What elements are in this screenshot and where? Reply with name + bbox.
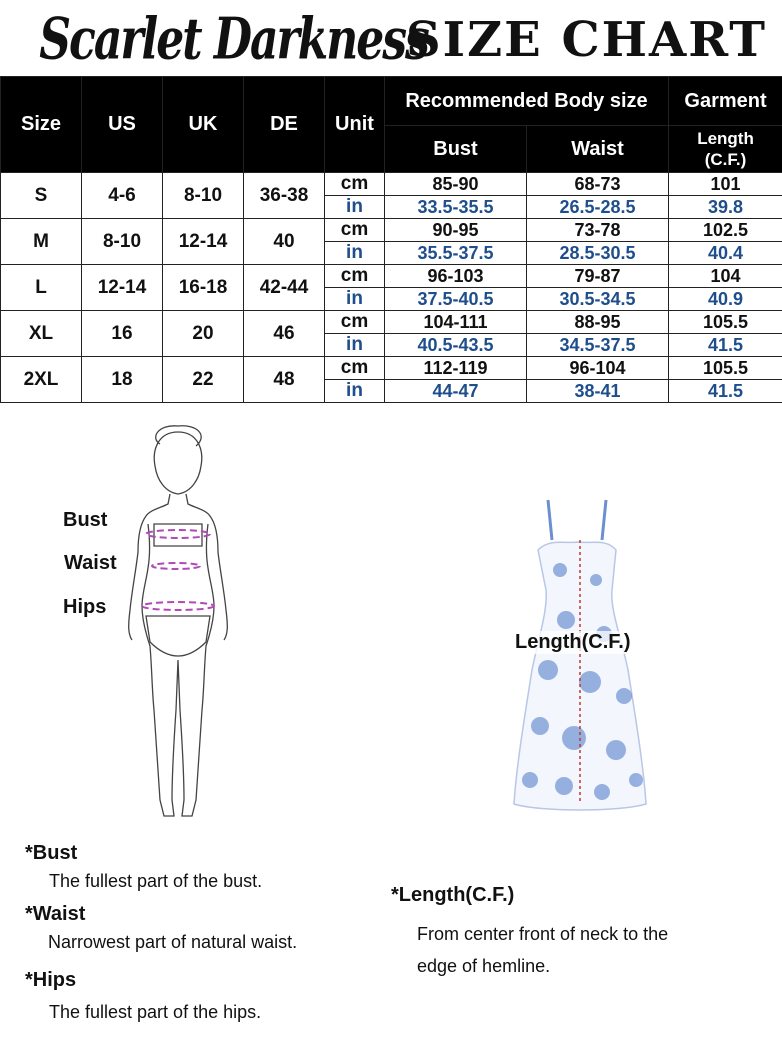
waist-cell: 79-87 xyxy=(527,265,669,288)
hips-label: Hips xyxy=(63,596,107,618)
length-cell: 101 xyxy=(669,173,782,196)
length-cell: 105.5 xyxy=(669,311,782,334)
waist-cell: 28.5-30.5 xyxy=(527,242,669,265)
length-cell: 104 xyxy=(669,265,782,288)
bust-note-title: *Bust xyxy=(25,842,78,864)
length-note-title: *Length(C.F.) xyxy=(391,884,515,906)
length-label: Length(C.F.) xyxy=(515,631,631,653)
bust-measure-line xyxy=(146,530,210,538)
dress-icon xyxy=(514,500,646,810)
bust-cell: 35.5-37.5 xyxy=(385,242,527,265)
header-size: Size xyxy=(1,77,82,173)
unit-cell: cm xyxy=(325,357,385,380)
length-cell: 39.8 xyxy=(669,196,782,219)
measurement-figures xyxy=(0,420,782,840)
unit-cell: in xyxy=(325,196,385,219)
unit-cell: in xyxy=(325,380,385,403)
header-length-line1: Length xyxy=(697,129,754,148)
hips-note-text: The fullest part of the hips. xyxy=(49,1002,262,1022)
uk-cell: 16-18 xyxy=(163,265,244,311)
size-cell: XL xyxy=(1,311,82,357)
bust-cell: 90-95 xyxy=(385,219,527,242)
hips-measure-line xyxy=(142,602,214,610)
size-cell: M xyxy=(1,219,82,265)
length-cell: 102.5 xyxy=(669,219,782,242)
us-cell: 4-6 xyxy=(82,173,163,219)
size-chart-table xyxy=(0,76,782,403)
size-cell: 2XL xyxy=(1,357,82,403)
de-cell: 42-44 xyxy=(244,265,325,311)
unit-cell: cm xyxy=(325,311,385,334)
de-cell: 46 xyxy=(244,311,325,357)
measure-lines xyxy=(142,530,214,610)
unit-cell: cm xyxy=(325,265,385,288)
uk-cell: 20 xyxy=(163,311,244,357)
bust-cell: 33.5-35.5 xyxy=(385,196,527,219)
us-cell: 16 xyxy=(82,311,163,357)
waist-cell: 30.5-34.5 xyxy=(527,288,669,311)
bust-cell: 112-119 xyxy=(385,357,527,380)
waist-cell: 88-95 xyxy=(527,311,669,334)
us-cell: 8-10 xyxy=(82,219,163,265)
de-cell: 40 xyxy=(244,219,325,265)
waist-cell: 68-73 xyxy=(527,173,669,196)
waist-cell: 34.5-37.5 xyxy=(527,334,669,357)
unit-cell: in xyxy=(325,242,385,265)
waist-note-text: Narrowest part of natural waist. xyxy=(48,932,298,952)
waist-cell: 38-41 xyxy=(527,380,669,403)
length-cell: 41.5 xyxy=(669,380,782,403)
bust-cell: 40.5-43.5 xyxy=(385,334,527,357)
table-row xyxy=(1,173,782,196)
length-cell: 41.5 xyxy=(669,334,782,357)
page-title: SIZE CHART xyxy=(406,12,768,68)
length-cell: 40.4 xyxy=(669,242,782,265)
bust-note-text: The fullest part of the bust. xyxy=(49,871,263,891)
header-de: DE xyxy=(244,77,325,173)
table-row xyxy=(1,311,782,334)
unit-cell: cm xyxy=(325,173,385,196)
length-note-text-2: edge of hemline. xyxy=(417,956,551,976)
waist-measure-line xyxy=(152,563,200,569)
bust-cell: 37.5-40.5 xyxy=(385,288,527,311)
uk-cell: 8-10 xyxy=(163,173,244,219)
unit-cell: in xyxy=(325,288,385,311)
uk-cell: 22 xyxy=(163,357,244,403)
unit-cell: cm xyxy=(325,219,385,242)
body-figure-svg xyxy=(0,420,782,840)
bust-cell: 44-47 xyxy=(385,380,527,403)
waist-label: Waist xyxy=(64,552,117,574)
length-note-text-1: From center front of neck to the xyxy=(417,924,669,944)
unit-cell: in xyxy=(325,334,385,357)
bust-label: Bust xyxy=(63,509,108,531)
header-length xyxy=(669,126,782,173)
bust-cell: 104-111 xyxy=(385,311,527,334)
header-bust: Bust xyxy=(385,126,527,173)
table-row xyxy=(1,265,782,288)
waist-note-title: *Waist xyxy=(25,903,86,925)
header-garment: Garment xyxy=(669,77,782,126)
uk-cell: 12-14 xyxy=(163,219,244,265)
header-us: US xyxy=(82,77,163,173)
size-cell: S xyxy=(1,173,82,219)
header-unit: Unit xyxy=(325,77,385,173)
waist-cell: 96-104 xyxy=(527,357,669,380)
brand-logo: Scarlet Darkness xyxy=(39,5,428,73)
body-outline-icon xyxy=(129,426,228,816)
bust-cell: 96-103 xyxy=(385,265,527,288)
header-waist: Waist xyxy=(527,126,669,173)
header-length-line2: (C.F.) xyxy=(704,150,747,169)
de-cell: 36-38 xyxy=(244,173,325,219)
us-cell: 12-14 xyxy=(82,265,163,311)
waist-cell: 26.5-28.5 xyxy=(527,196,669,219)
size-cell: L xyxy=(1,265,82,311)
table-row xyxy=(1,357,782,380)
waist-cell: 73-78 xyxy=(527,219,669,242)
de-cell: 48 xyxy=(244,357,325,403)
bust-cell: 85-90 xyxy=(385,173,527,196)
hips-note-title: *Hips xyxy=(25,969,77,991)
us-cell: 18 xyxy=(82,357,163,403)
header-uk: UK xyxy=(163,77,244,173)
length-cell: 40.9 xyxy=(669,288,782,311)
header-recommended: Recommended Body size xyxy=(385,77,669,126)
table-row xyxy=(1,219,782,242)
length-cell: 105.5 xyxy=(669,357,782,380)
